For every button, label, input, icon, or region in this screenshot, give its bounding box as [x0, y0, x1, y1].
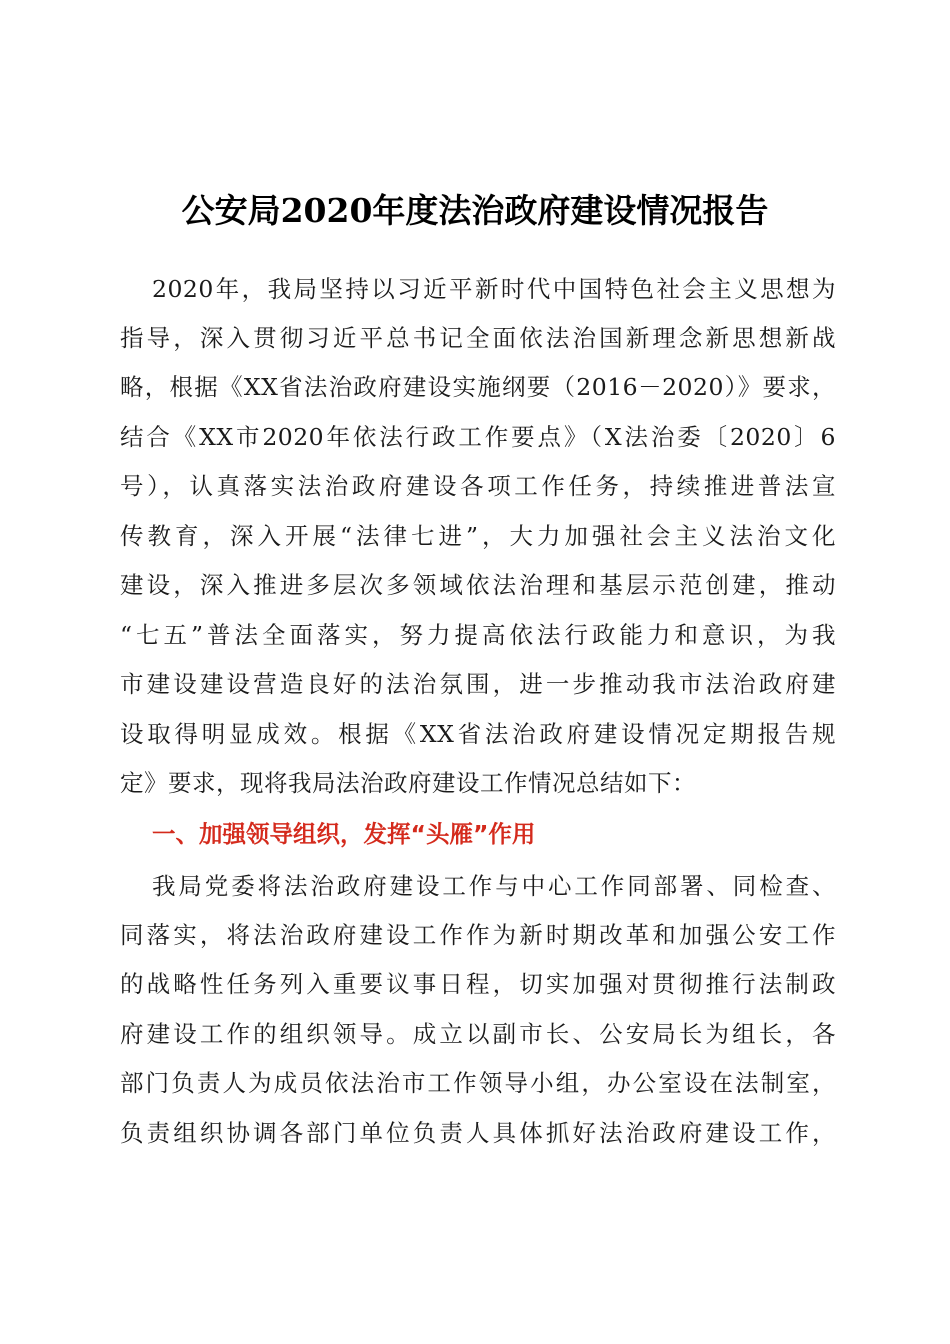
paragraph-line: 建设，深入推进多层次多领域依法治理和基层示范创建，推动: [120, 571, 836, 599]
paragraph-line: 设取得明显成效。根据《XX省法治政府建设情况定期报告规: [120, 720, 836, 748]
paragraph-line: 的战略性任务列入重要议事日程，切实加强对贯彻推行法制政: [120, 970, 836, 998]
paragraph-line: 部门负责人为成员依法治市工作领导小组，办公室设在法制室，: [120, 1069, 836, 1097]
paragraph-line: “七五”普法全面落实，努力提高依法行政能力和意识，为我: [120, 621, 836, 649]
paragraph-line: 同落实，将法治政府建设工作作为新时期改革和加强公安工作: [120, 921, 836, 949]
paragraph-line: 市建设建设营造良好的法治氛围，进一步推动我市法治政府建: [120, 670, 836, 698]
paragraph-line: 府建设工作的组织领导。成立以副市长、公安局长为组长，各: [120, 1020, 836, 1048]
paragraph-line: 号），认真落实法治政府建设各项工作任务，持续推进普法宣: [120, 472, 836, 500]
document-title: 公安局2020年度法治政府建设情况报告: [181, 191, 769, 230]
section-heading: 一、加强领导组织，发挥“头雁”作用: [152, 820, 536, 848]
paragraph-line: 略，根据《XX省法治政府建设实施纲要（2016－2020）》要求，: [120, 373, 836, 401]
paragraph-line: 指导，深入贯彻习近平总书记全面依法治国新理念新思想新战: [120, 324, 836, 352]
paragraph-line: 2020年，我局坚持以习近平新时代中国特色社会主义思想为: [152, 275, 836, 303]
paragraph-line: 定》要求，现将我局法治政府建设工作情况总结如下：: [120, 769, 696, 797]
paragraph-line: 我局党委将法治政府建设工作与中心工作同部署、同检查、: [152, 872, 836, 900]
paragraph-line: 负责组织协调各部门单位负责人具体抓好法治政府建设工作，: [120, 1119, 836, 1147]
paragraph-line: 传教育，深入开展“法律七进”，大力加强社会主义法治文化: [120, 522, 836, 550]
paragraph-line: 结合《XX市2020年依法行政工作要点》（X法治委〔2020〕6: [120, 423, 836, 451]
